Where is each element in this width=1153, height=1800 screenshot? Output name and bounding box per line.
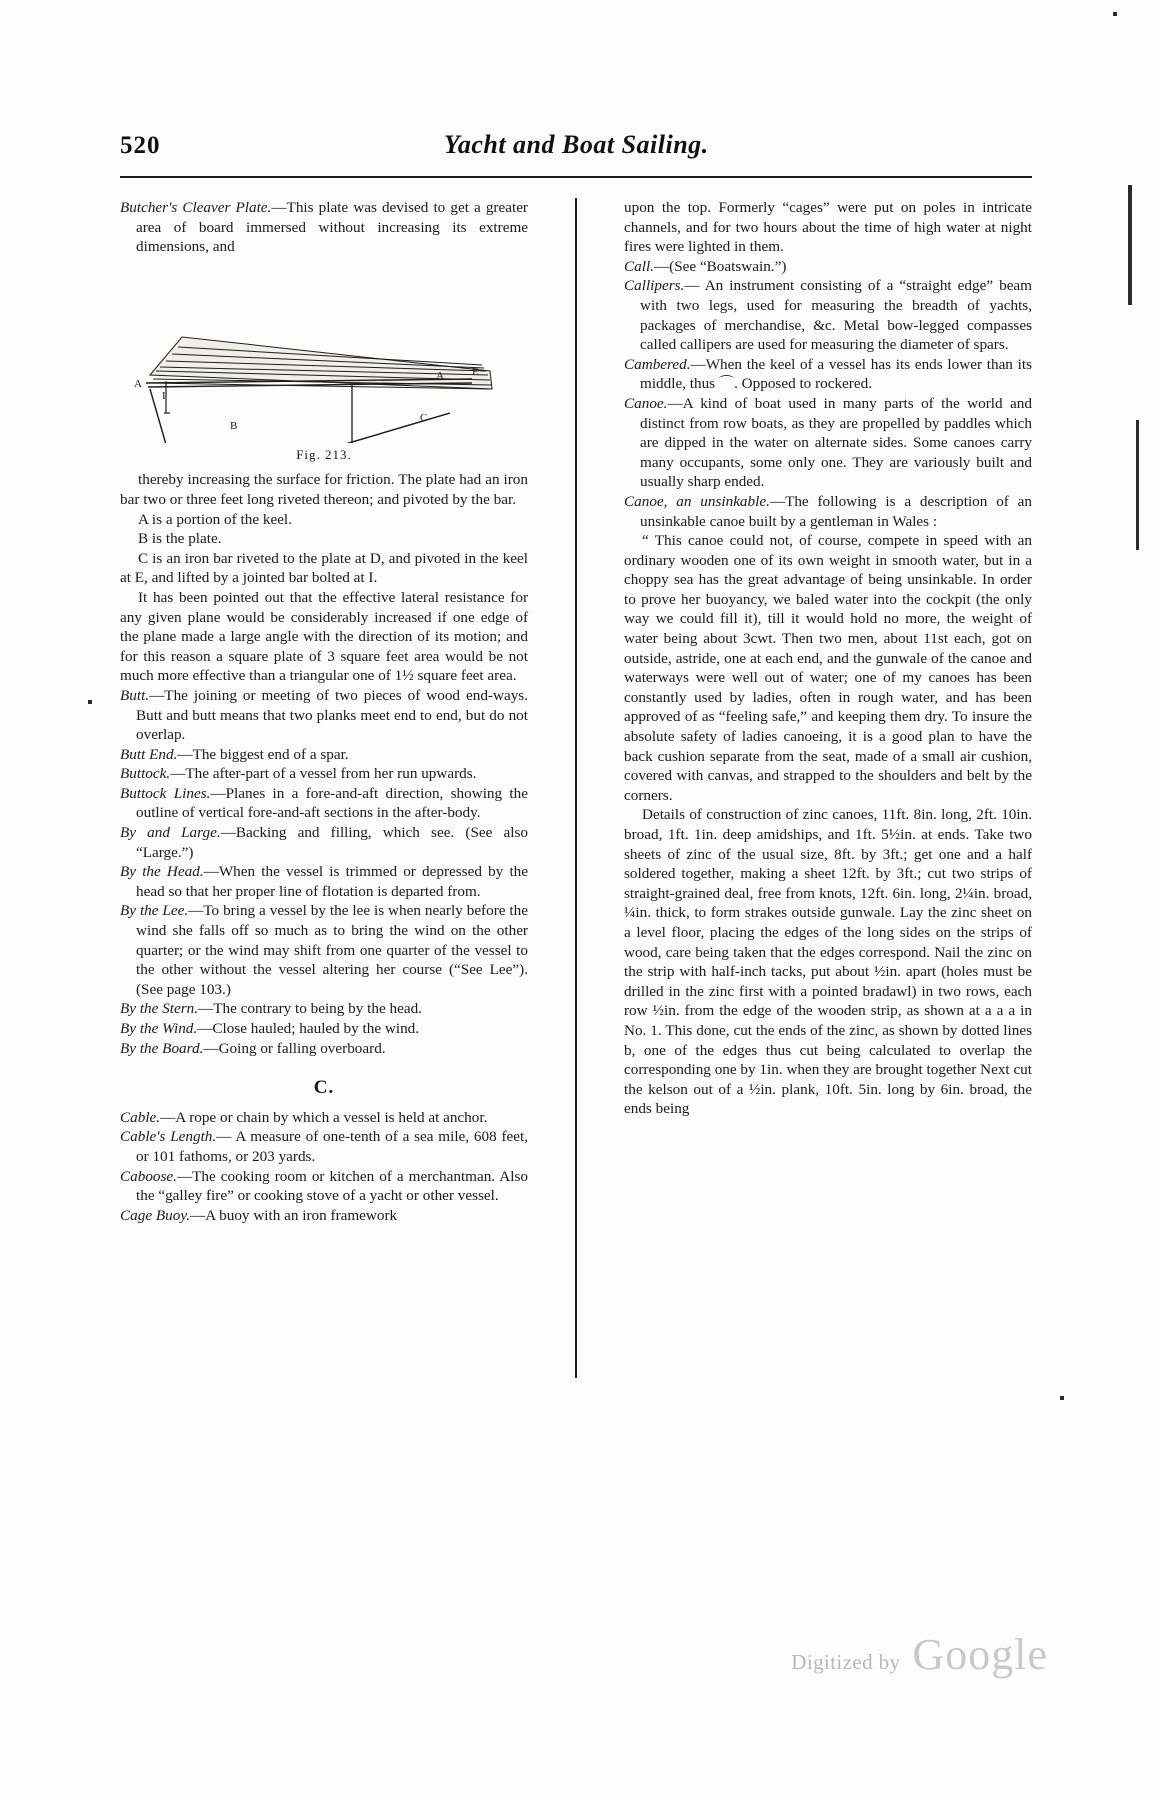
entry-by-and-large: [120, 823, 528, 862]
scan-speckle: [88, 700, 92, 704]
para-b-plate: B is the plate.: [138, 530, 222, 548]
term: Buttock.: [120, 765, 171, 783]
figure-213-drawing: [120, 263, 520, 443]
entry-canoe: [624, 394, 1032, 492]
term: Buttock Lines.: [120, 784, 211, 802]
page-number: 520: [120, 132, 161, 159]
entry-cambered: [624, 355, 1032, 394]
entry-cage-buoy: [120, 1206, 528, 1226]
definition: —A kind of boat used in many parts of the world and distinct from row boats, as they are propelled by paddles which are dipped in the water on alternate sides. Some canoes carry many occupants, some only one. They are variously built and usually sharp ended.: [640, 394, 1032, 491]
definition: —The biggest end of a spar.: [177, 745, 349, 763]
term: Canoe.: [624, 394, 668, 412]
para-this-canoe: “ This canoe could not, of course, compete in speed with an ordinary wooden one of its own weight in smooth water, but in a choppy sea has the great advantage of being unsinkable. In order to prove her buoyancy, we baled water into the cockpit (the only way we could fill it), till it would hold no more, the weight of water being about 3cwt. Then two men, about 11st each, got on outside, astride, one at each end, and the gunwale of the canoe and waterways were well out of water; one of my canoes has been constantly used by ladies, often in rough water, and has been approved of as “feeling safe,” and keeping them dry. To insure the absolute safety of ladies canoeing, it is a good plan to have the back cushion separate from the seat, made of a small air cushion, covered with canvas, and strapped to the shoulders and belt by the corners.: [624, 532, 1032, 804]
para-upon-the-top: upon the top. Formerly “cages” were put on poles in intricate channels, and for two hours about the time of high water at night fires were lighted in them.: [624, 199, 1032, 256]
para-a-portion: A is a portion of the keel.: [138, 510, 292, 528]
entry-buttock: [120, 764, 528, 784]
definition: —When the keel of a vessel has its ends lower than its middle, thus ⌒. Opposed to rockered.: [640, 355, 1032, 393]
definition: — A measure of one-tenth of a sea mile, 608 feet, or 101 fathoms, or 203 yards.: [136, 1128, 528, 1165]
scan-speckle: [1060, 1396, 1064, 1400]
definition: —The contrary to being by the head.: [198, 1000, 422, 1018]
entry-by-the-wind: [120, 1019, 528, 1039]
watermark-prefix: Digitized by: [791, 1650, 901, 1674]
para-thereby-increasing: thereby increasing the surface for friction. The plate had an iron bar two or three feet long riveted thereon; and pivoted by the bar.: [120, 471, 528, 508]
entry-caboose: [120, 1167, 528, 1206]
term: By the Board.: [120, 1039, 204, 1057]
figure-caption: Fig. 213.: [296, 446, 352, 462]
figure-label-e: E: [472, 365, 479, 378]
entry-call: [624, 257, 1032, 277]
definition: —The following is a description of an unsinkable canoe built by a gentleman in Wales :: [640, 492, 1032, 530]
running-title: Yacht and Boat Sailing.: [443, 130, 709, 159]
term: Canoe, an unsinkable.: [624, 492, 770, 510]
entry-by-the-board: [120, 1039, 528, 1059]
definition: —Backing and filling, which see. (See also “Large.”): [136, 824, 528, 861]
entry-callipers: [624, 276, 1032, 354]
entry-cable: [120, 1108, 528, 1128]
para-c-iron-bar: C is an iron bar riveted to the plate at D, and pivoted in the keel at E, and lifted by a jointed bar bolted at I.: [120, 549, 528, 587]
definition: —Going or falling overboard.: [203, 1039, 386, 1057]
figure-213: [120, 263, 520, 443]
digitized-by-watermark: [791, 1629, 1048, 1680]
entry-butchers-cleaver-plate: [120, 198, 528, 257]
watermark-brand: Google: [912, 1630, 1048, 1679]
term: Caboose.: [120, 1167, 177, 1185]
para-lateral-resistance: It has been pointed out that the effective lateral resistance for any given plane would be considerably increased if one edge of the plane made a large angle with the direction of its motion; and for this reason a square plate of 3 square feet area would be not much more effective than a triangular one of 1½ square feet area.: [120, 588, 528, 685]
definition: —This plate was devised to get a greater area of board immersed without increasing its extreme dimensions, and: [136, 199, 528, 256]
term: Call.: [624, 257, 654, 275]
column-divider: [528, 198, 624, 1388]
term: Cable.: [120, 1108, 161, 1126]
para-details-construction: Details of construction of zinc canoes, 11ft. 8in. long, 2ft. 10in. broad, 1ft. 1in. deep amidships, and 1ft. 5½in. at ends. Take two sheets of zinc of the usual size, 8ft. by 3ft.; get one and a half soldered together, making a sheet 12ft. by 3ft.; cut two strips of straight-grained deal, free from knots, 12ft. 6in. long, 2¼in. broad, ¼in. thick, to form strakes outside gunwale. Lay the zinc sheet on a level floor, placing the edges of the long sides on the strips of wood, care being taken that the edges correspond. Nail the zinc on the strip with half-inch tacks, put about ½in. apart (holes must be drilled in the zinc first with a pointed bradawl) in two rows, each row ½in. from the edge of the wooden strip, as shown at a a a in No. 1. This done, cut the ends of the zinc, as shown by dotted lines b, one of the edges thus cut being calculated to overlap the corresponding one by 1in. when they are brought together Next cut the kelson out of a ½in. plank, 10ft. 5in. long by 6in. broad, the ends being: [624, 806, 1032, 1118]
definition: — An instrument consisting of a “straight edge” beam with two legs, used for measuring the breadth of yachts, packages of merchandise, &c. Metal bow-legged compasses called callipers are used for measuring the diameter of spars.: [640, 277, 1032, 354]
scan-speckle: [1113, 12, 1117, 16]
page-header: [120, 130, 1032, 160]
entry-cables-length: [120, 1127, 528, 1166]
column-divider-line: [575, 198, 577, 1378]
term: By the Stern.: [120, 1000, 199, 1018]
figure-label-c: C: [420, 411, 428, 424]
term: Cambered.: [624, 355, 691, 373]
term: Butcher's Cleaver Plate.: [120, 199, 272, 216]
header-rule: [120, 176, 1032, 178]
figure-label-b: B: [230, 419, 238, 432]
definition: —A rope or chain by which a vessel is held at anchor.: [160, 1108, 488, 1126]
term: Cable's Length.: [120, 1128, 217, 1146]
scan-speckle: [1128, 185, 1132, 305]
definition: —(See “Boatswain.”): [653, 257, 787, 275]
term: Butt.: [120, 686, 150, 704]
right-column: [624, 198, 1032, 1388]
figure-label-a2: A: [436, 369, 444, 382]
figure-label-a: A: [134, 377, 142, 390]
entry-by-the-lee: [120, 901, 528, 999]
definition: —The joining or meeting of two pieces of wood end-ways. Butt and butt means that two planks meet end to end, but do not overlap.: [136, 686, 528, 744]
figure-label-i: I: [162, 389, 166, 402]
definition: —The cooking room or kitchen of a merchantman. Also the “galley fire” or cooking stove of a yacht or other vessel.: [136, 1167, 528, 1205]
term: Butt End.: [120, 745, 178, 763]
entry-butt: [120, 686, 528, 745]
two-column-body: [120, 198, 1032, 1388]
term: By and Large.: [120, 824, 221, 842]
term: By the Head.: [120, 863, 204, 881]
entry-by-the-stern: [120, 999, 528, 1019]
term: Callipers.: [624, 277, 685, 295]
definition: —To bring a vessel by the lee is when nearly before the wind she falls off so much as to bring the wind on the other quarter; or the wind may shift from one quarter of the vessel to the other without the vessel altering her course (“See Lee”). (See page 103.): [136, 902, 528, 998]
entry-buttock-lines: [120, 784, 528, 823]
left-column: [120, 198, 528, 1388]
term: Cage Buoy.: [120, 1206, 191, 1224]
entry-butt-end: [120, 745, 528, 765]
definition: —The after-part of a vessel from her run upwards.: [170, 765, 477, 783]
definition: —A buoy with an iron framework: [190, 1206, 398, 1224]
term: By the Wind.: [120, 1020, 198, 1037]
entry-canoe-unsinkable: [624, 492, 1032, 531]
entry-by-the-head: [120, 862, 529, 901]
term: By the Lee.: [120, 902, 189, 920]
scan-speckle: [1136, 420, 1139, 550]
definition: —Close hauled; hauled by the wind.: [197, 1020, 420, 1037]
definition: —When the vessel is trimmed or depressed by the head so that her proper line of flotation is departed from.: [136, 863, 529, 900]
section-heading-c: C.: [313, 1077, 335, 1099]
definition: —Planes in a fore-and-aft direction, showing the outline of vertical fore-and-aft sections in the after-body.: [136, 784, 528, 822]
